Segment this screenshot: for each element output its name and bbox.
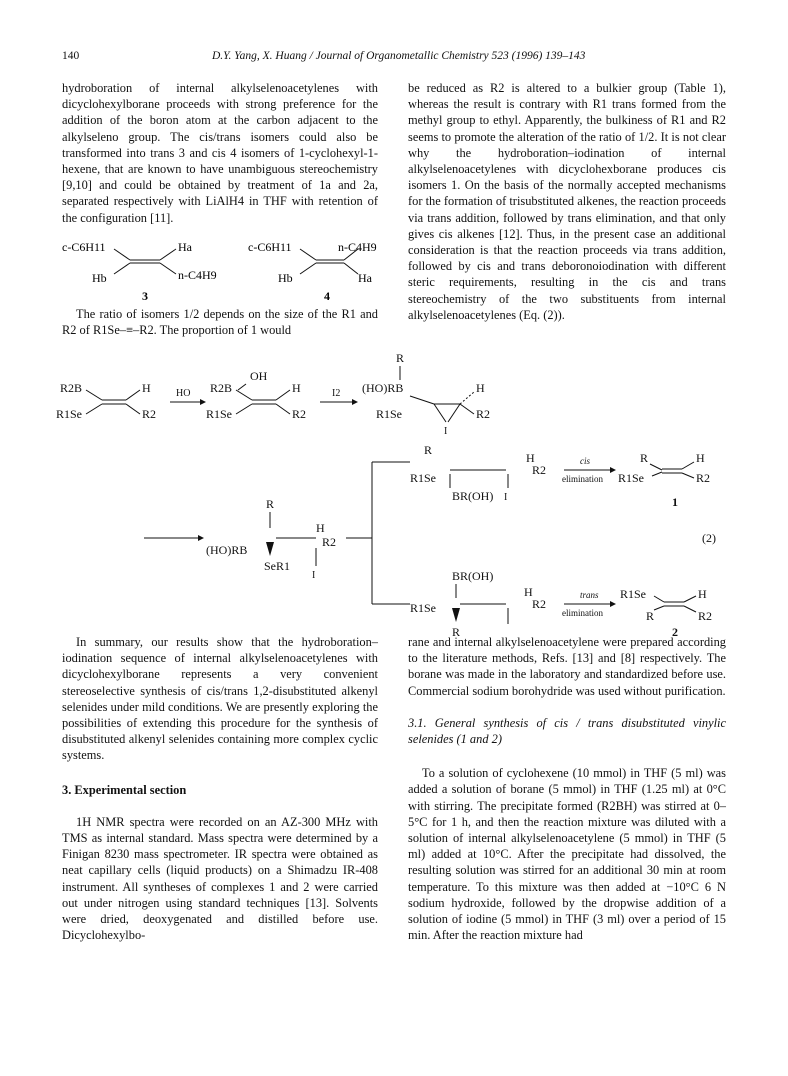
left-column-after-structures xyxy=(62,306,378,338)
left-column-top xyxy=(62,80,378,226)
scheme-trans-label: trans xyxy=(580,590,599,600)
scheme-horb-1: (HO)RB xyxy=(362,381,404,395)
scheme-h-3: H xyxy=(476,381,485,395)
subsection-heading-general-synthesis: 3.1. General synthesis of cis / trans disubstituted vinylic selenides (1 and 2) xyxy=(408,715,726,747)
scheme-h-upper: H xyxy=(526,451,535,465)
scheme-r-prod1: R xyxy=(640,451,649,465)
scheme-r1se-prod2: R1Se xyxy=(620,587,647,601)
scheme-ser1: SeR1 xyxy=(264,559,291,573)
compound-3-label: 3 xyxy=(142,289,148,303)
equation-number: (2) xyxy=(702,531,716,545)
scheme-h-1: H xyxy=(142,381,151,395)
s3-left-bottom: Hb xyxy=(92,271,107,285)
scheme-r-prod2: R xyxy=(646,609,655,623)
scheme-h-2: H xyxy=(292,381,301,395)
page-number: 140 xyxy=(62,50,80,62)
scheme-broh-upper: BR(OH) xyxy=(452,489,494,503)
structure-4 xyxy=(248,240,377,303)
paragraph-hydroboration: hydroboration of internal alkylselenoacetylenes with dicyclohexylborane proceeds with strong preference for the addition of the boron atom at the carbon adjacent to the alkylseleno group. The cis/trans isomers could also be transformed into trans 3 and cis 4 isomers of 1-cyclohexyl-1-hexene, that are known to have unambiguous stereochemistry [9,10] and could be obtained by treatment of 1a and 2a, separated respectively with LiAlH4 in THF with retention of the configuration [11]. xyxy=(62,81,378,225)
scheme-i2-reagent: I2 xyxy=(332,388,341,399)
scheme-r-lower: R xyxy=(452,625,461,639)
scheme-broh-lower: BR(OH) xyxy=(452,569,494,583)
scheme-r1se-3: R1Se xyxy=(376,407,403,421)
paragraph-reagents: rane and internal alkylselenoacetylene were prepared according to the literature methods, Refs. [13] and [8] respectively. The borane was made in the laboratory and standardized before use. Commercial sodium borohydride was used without purification. xyxy=(408,635,726,698)
s3-right-top: Ha xyxy=(178,240,192,254)
product-2-label: 2 xyxy=(672,625,678,639)
scheme-r1se-2: R1Se xyxy=(206,407,233,421)
paragraph-mechanism: be reduced as R2 is altered to a bulkier group (Table 1), whereas the result is contrary with R1 trans formed from the methyl group to ethyl. Apparently, the bulkiness of R1 and R2 seems to promote the alteration of the ratio of 1/2. It is not clear why the hydroboration–iodination of internal alkylselenoacetylenes with dicyclohexborane produces cis isomers 1. On the basis of the normally accepted mechanisms for the formation of trisubstituted alkenes, the reaction proceeds via trans addition, followed by trans elimination, and that only gives cis alkenes [12]. Thus, in the present case an additional consideration is that the reaction proceeds via trans addition, followed by cis and trans deboronoiodination with different steric requirements, resulting in the cis and trans stereochemistry of the two substituents from internal alkylselenoacetylenes (Eq. (2)). xyxy=(408,81,726,322)
reaction-scheme-eq2 xyxy=(50,352,740,640)
scheme-cis-label: cis xyxy=(580,456,590,466)
scheme-r2-prod2: R2 xyxy=(698,609,713,623)
scheme-iodonium: I xyxy=(444,426,448,437)
s4-left-top: c-C6H11 xyxy=(248,240,292,254)
left-column-bottom xyxy=(62,634,378,943)
scheme-horb-2: (HO)RB xyxy=(206,543,248,557)
scheme-r-mid: R xyxy=(266,497,275,511)
paragraph-procedure: To a solution of cyclohexene (10 mmol) in THF (5 ml) was added a solution of borane (5 mmol) in THF (1.25 ml) at 0°C with stirring. The precipitate formed (R2BH) was stirred at 0–5°C for 1 h, and then the reaction mixture was diluted with a solution of internal alkylselenoacetylene (5 mmol) in THF (5 ml) added at 10°C. After the precipitate had dissolved, the resulting solution was stirred for an additional 30 min at room temperature. To this mixture was then added at −10°C 6 N sodium hydroxide, followed by the dropwise addition of a solution of iodine (5 mmol) in THF (3 ml) over a period of 15 min. After the reaction mixture had xyxy=(408,766,726,943)
scheme-ho-reagent: HO xyxy=(176,388,191,399)
s3-left-top: c-C6H11 xyxy=(62,240,106,254)
s3-right-bottom: n-C4H9 xyxy=(178,268,217,282)
scheme-r1se-lower: R1Se xyxy=(410,601,437,615)
s4-right-top: n-C4H9 xyxy=(338,240,377,254)
compound-4-label: 4 xyxy=(324,289,330,303)
scheme-r2-2: R2 xyxy=(292,407,307,421)
section-heading-experimental: 3. Experimental section xyxy=(62,782,187,797)
s4-left-bottom: Hb xyxy=(278,271,293,285)
scheme-r1se-1: R1Se xyxy=(56,407,83,421)
structures-3-4 xyxy=(62,236,378,304)
right-column-bottom xyxy=(408,634,726,943)
s4-right-bottom: Ha xyxy=(358,271,372,285)
scheme-r1se-upper: R1Se xyxy=(410,471,437,485)
scheme-iodide-mid: I xyxy=(312,570,316,581)
scheme-r2b: R2B xyxy=(60,381,83,395)
scheme-r2-3: R2 xyxy=(476,407,491,421)
scheme-r2-lower: R2 xyxy=(532,597,547,611)
scheme-iodide-upper: I xyxy=(504,492,508,503)
structure-3 xyxy=(62,240,217,303)
scheme-r1se-prod1: R1Se xyxy=(618,471,645,485)
scheme-oh: OH xyxy=(250,369,268,383)
scheme-h-lower: H xyxy=(524,585,533,599)
scheme-r2b-2: R2B xyxy=(210,381,233,395)
paragraph-ratio: The ratio of isomers 1/2 depends on the size of the R1 and R2 of R1Se–≡–R2. The proportion of 1 would xyxy=(62,307,378,338)
scheme-r-upper: R xyxy=(424,443,433,457)
scheme-r-top: R xyxy=(396,352,405,365)
scheme-h-mid: H xyxy=(316,521,325,535)
paragraph-summary: In summary, our results show that the hydroboration–iodination sequence of internal alkylselenoacetylenes with dicyclohexylborane represents a very convenient stereoselective synthesis of cis/trans 1,2-disubstituted alkenyl selenides under mild conditions. We are presently exploring the possibilities of extending this procedure for the synthesis of disubstituted alkenyl selenides containing more complex cyclic systems. xyxy=(62,635,378,763)
scheme-r2-mid: R2 xyxy=(322,535,337,549)
paragraph-experimental: 1H NMR spectra were recorded on an AZ-300 MHz with TMS as internal standard. Mass spectra were determined by a Finigan 8230 mass spectrometer. IR spectra were obtained as neat capillary cells (liquid products) on a Shimadzu IR-408 instrument. All syntheses of complexes 1 and 2 were carried out under nitrogen using standard techniques [13]. Solvents were dried, deoxygenated and distilled before use. Dicyclohexylbo- xyxy=(62,814,378,943)
right-column-top xyxy=(408,80,726,323)
scheme-r2-upper: R2 xyxy=(532,463,547,477)
scheme-r2-1: R2 xyxy=(142,407,157,421)
scheme-h-prod1: H xyxy=(696,451,705,465)
running-header: D.Y. Yang, X. Huang / Journal of Organometallic Chemistry 523 (1996) 139–143 xyxy=(212,50,586,62)
scheme-r2-prod1: R2 xyxy=(696,471,711,485)
product-1-label: 1 xyxy=(672,495,678,509)
scheme-h-prod2: H xyxy=(698,587,707,601)
scheme-elimination-upper: elimination xyxy=(562,474,603,484)
scheme-elimination-lower: elimination xyxy=(562,608,603,618)
